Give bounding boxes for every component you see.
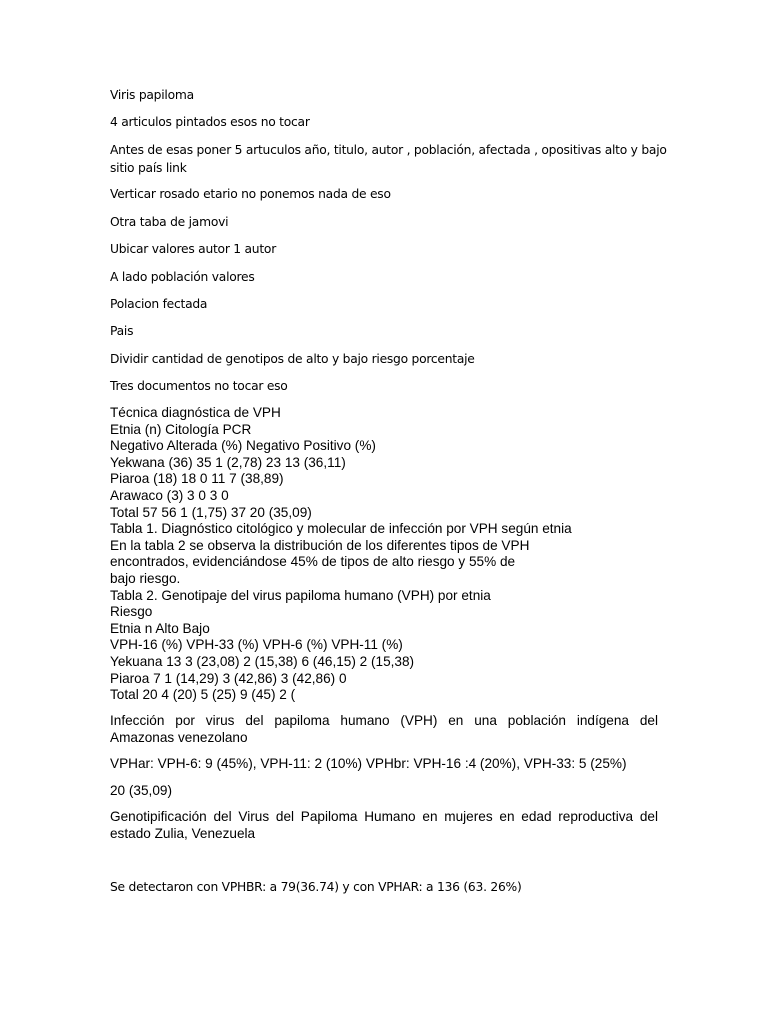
pasted-tables-block (110, 405, 572, 704)
table1-row: Arawaco (3) 3 0 3 0 (110, 487, 229, 503)
note-line: sitio país link (110, 161, 187, 175)
article2-result: Se detectaron con VPHBR: a 79(36.74) y con VPHAR: a 136 (63. 26%) (110, 880, 522, 894)
article1-total: 20 (35,09) (110, 783, 172, 798)
table1-row: Yekwana (36) 35 1 (2,78) 23 13 (36,11) (110, 454, 346, 470)
table2-header-row: Etnia n Alto Bajo (110, 620, 210, 636)
table1-header-row: Negativo Alterada (%) Negativo Positivo (%) (110, 438, 376, 454)
note-line: 4 articulos pintados esos no tocar (110, 115, 310, 129)
table2-total-row: Total 20 4 (20) 5 (25) 9 (45) 2 ( (110, 687, 296, 703)
note-line: Pais (110, 324, 134, 338)
note-title: Viris papiloma (110, 88, 194, 102)
note-line: A lado población valores (110, 270, 255, 284)
note-line: Dividir cantidad de genotipos de alto y bajo riesgo porcentaje (110, 352, 475, 366)
table1-caption: Tabla 1. Diagnóstico citológico y molecular de infección por VPH según etnia (110, 521, 572, 537)
table2-caption: Tabla 2. Genotipaje del virus papiloma humano (VPH) por etnia (110, 587, 491, 603)
table2-header-row: VPH-16 (%) VPH-33 (%) VPH-6 (%) VPH-11 (%) (110, 637, 403, 653)
body-text-line: En la tabla 2 se observa la distribución de los diferentes tipos de VPH (110, 537, 530, 553)
article2-title-line: estado Zulia, Venezuela (110, 825, 256, 841)
note-line: Polacion fectada (110, 297, 208, 311)
table1-row: Piaroa (18) 18 0 11 7 (38,89) (110, 471, 284, 487)
table2-row: Yekuana 13 3 (23,08) 2 (15,38) 6 (46,15) 2 (15,38) (110, 653, 415, 669)
note-line: Ubicar valores autor 1 autor (110, 242, 277, 256)
article1-title (110, 713, 658, 746)
body-text-line: bajo riesgo. (110, 570, 181, 586)
note-line: Verticar rosado etario no ponemos nada de eso (110, 187, 391, 201)
table1-header-row: Etnia (n) Citología PCR (110, 421, 252, 437)
article1-title-line: Infección por virus del papiloma humano (VPH) en una población indígena del (110, 713, 658, 728)
article1-genotypes: VPHar: VPH-6: 9 (45%), VPH-11: 2 (10%) VPHbr: VPH-16 :4 (20%), VPH-33: 5 (25%) (110, 756, 627, 771)
table1-heading: Técnica diagnóstica de VPH (110, 405, 281, 420)
table2-row: Piaroa 7 1 (14,29) 3 (42,86) 3 (42,86) 0 (110, 670, 347, 686)
note-line: Antes de esas poner 5 artuculos año, titulo, autor , población, afectada , opositivas alto y bajo (110, 143, 667, 157)
article2-title-line: Genotipificación del Virus del Papiloma Humano en mujeres en edad reproductiva del (110, 809, 658, 824)
note-line: Tres documentos no tocar eso (110, 379, 288, 393)
table1-total-row: Total 57 56 1 (1,75) 37 20 (35,09) (110, 504, 312, 520)
table2-header-row: Riesgo (110, 604, 153, 620)
body-text-line: encontrados, evidenciándose 45% de tipos de alto riesgo y 55% de (110, 554, 516, 570)
article2-title (110, 809, 658, 842)
note-line: Otra taba de jamovi (110, 215, 229, 229)
article1-title-line: Amazonas venezolano (110, 729, 248, 745)
